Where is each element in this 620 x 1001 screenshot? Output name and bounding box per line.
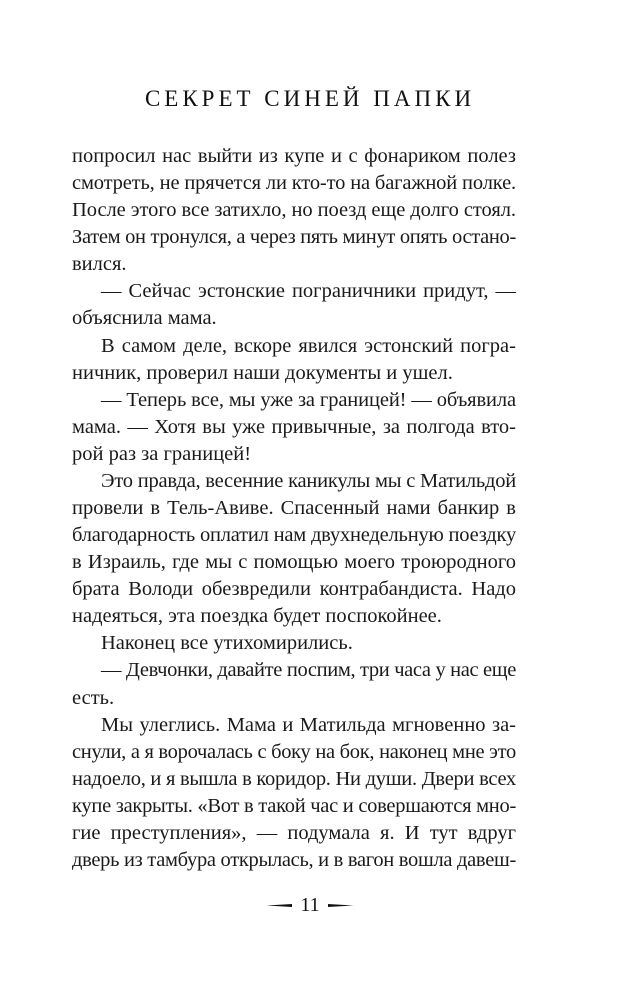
text-line-content: гие преступления», — подумала я. И тут вдруг — [72, 821, 516, 844]
text-line — [72, 333, 516, 360]
text-line-content: смотреть, не прячется ли кто-то на багажной полке. — [72, 172, 516, 195]
text-line-content: ничник, проверил наши документы и ушел. — [72, 361, 453, 384]
text-line — [72, 820, 516, 847]
text-line — [72, 603, 516, 630]
text-line — [72, 414, 516, 441]
text-line — [72, 549, 516, 576]
text-line-content: в Израиль, где мы с помощью моего троюродного — [72, 551, 516, 574]
page-number: 11 — [300, 894, 320, 916]
text-line-content: В самом деле, вскоре явился эстонский погра- — [101, 334, 516, 357]
text-line-content: — Теперь все, мы уже за границей! — объявила — [101, 388, 516, 411]
text-line-content: снули, а я ворочалась с боку на бок, наконец мне это — [72, 740, 516, 763]
text-line — [72, 224, 516, 251]
page-folio — [0, 894, 620, 917]
text-line — [72, 495, 516, 522]
folio-ornament-left — [266, 904, 292, 907]
text-line — [72, 360, 516, 387]
text-line — [72, 197, 516, 224]
text-line — [72, 251, 516, 278]
text-line — [72, 685, 516, 712]
text-line-content: дверь из тамбура открылась, и в вагон вошла давеш- — [72, 849, 516, 872]
text-line-content: надоело, и я вышла в коридор. Ни души. Двери всех — [72, 767, 516, 790]
text-line-content: провели в Тель-Авиве. Спасенный нами банкир в — [72, 497, 516, 520]
text-line — [72, 278, 516, 305]
text-line-content: — Сейчас эстонские пограничники придут, — — [101, 280, 516, 303]
text-line-content: Наконец все утихомирились. — [101, 632, 353, 655]
text-line-content: — Девчонки, давайте поспим, три часа у нас еще — [101, 659, 516, 682]
text-line — [72, 387, 516, 414]
text-line — [72, 468, 516, 495]
text-line — [72, 143, 516, 170]
text-line — [72, 766, 516, 793]
folio-ornament-right — [328, 904, 354, 907]
text-line-content: рой раз за границей! — [72, 442, 252, 465]
text-line-content: вился. — [72, 253, 127, 276]
text-line-content: После этого все затихло, но поезд еще долго стоял. — [72, 199, 516, 222]
text-line — [72, 630, 516, 657]
running-header: СЕКРЕТ СИНЕЙ ПАПКИ — [144, 86, 476, 111]
text-line-content: есть. — [72, 686, 115, 709]
body-text — [72, 143, 516, 874]
text-line — [72, 170, 516, 197]
text-line — [72, 522, 516, 549]
text-line — [72, 739, 516, 766]
text-line — [72, 441, 516, 468]
text-line-content: благодарность оплатил нам двухнедельную поездку — [72, 524, 516, 547]
text-line — [72, 793, 516, 820]
text-line — [72, 305, 516, 332]
text-line-content: купе закрыты. «Вот в такой час и совершаются мно- — [72, 794, 516, 817]
text-line-content: мама. — Хотя вы уже привычные, за полгода вто- — [72, 415, 516, 438]
text-line — [72, 712, 516, 739]
text-line — [72, 657, 516, 684]
text-line-content: Мы улеглись. Мама и Матильда мгновенно за- — [101, 713, 516, 736]
text-line-content: объяснила мама. — [72, 307, 217, 330]
text-line-content: Затем он тронулся, а через пять минут опять остано- — [72, 226, 516, 249]
text-line-content: надеяться, эта поездка будет поспокойнее. — [72, 605, 442, 628]
text-line — [72, 847, 516, 874]
text-line — [72, 576, 516, 603]
text-line-content: брата Володи обезвредили контрабандиста. Надо — [72, 578, 516, 601]
text-line-content: попросил нас выйти из купе и с фонариком полез — [72, 145, 516, 167]
text-line-content: Это правда, весенние каникулы мы с Матильдой — [101, 469, 516, 492]
